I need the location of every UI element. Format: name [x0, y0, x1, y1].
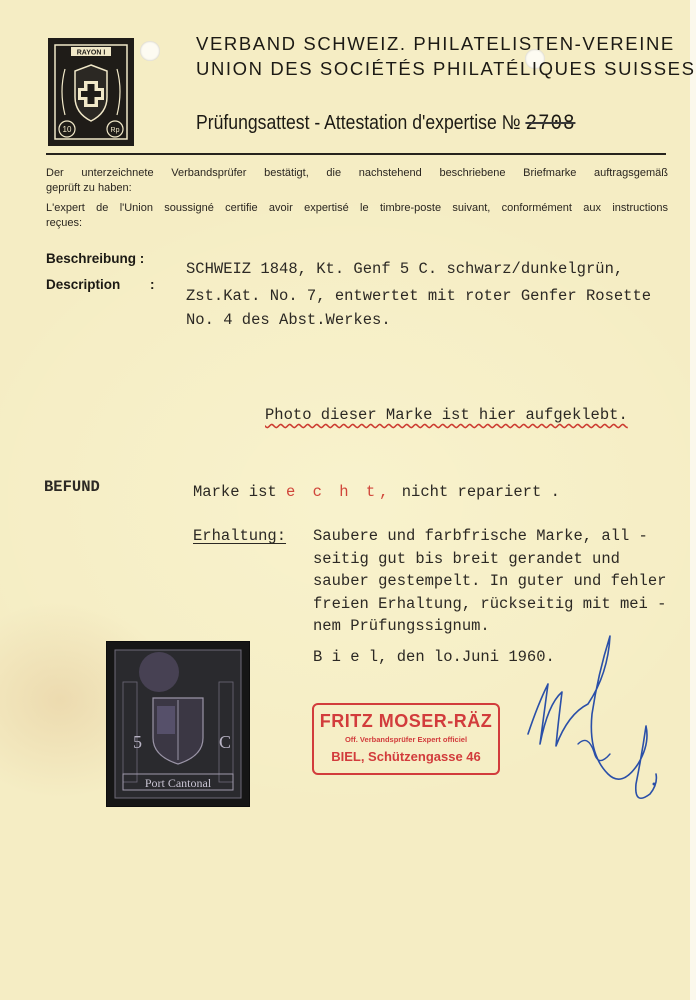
befund-label: BEFUND: [44, 478, 100, 496]
rayon-stamp-logo: [48, 38, 134, 146]
description-label-fr: Description: [46, 277, 121, 292]
header-line-fr: UNION DES SOCIÉTÉS PHILATÉLIQUES SUISSES: [196, 58, 696, 79]
befund-echt: e c h t,: [286, 483, 393, 501]
divider-rule: [46, 153, 666, 155]
punch-hole-left: [140, 41, 160, 61]
erhaltung-line-1: Saubere und farbfrische Marke, all -: [313, 527, 648, 545]
logo-unit: Rp: [110, 127, 120, 134]
description-label-de: Beschreibung :: [46, 251, 145, 266]
header-line-de: VERBAND SCHWEIZ. PHILATELISTEN-VEREINE: [196, 33, 675, 54]
place-date: B i e l, den lo.Juni 1960.: [313, 648, 555, 666]
intro-fr-line-1: L'expert de l'Union soussigné certifie avoir expertisé le timbre-poste suivant, conformément aux instructions: [46, 202, 668, 214]
stamp-band: Port Cantonal: [144, 776, 212, 790]
stamp-currency: C: [219, 732, 232, 752]
erhaltung-line-4: freien Erhaltung, rückseitig mit mei -: [313, 595, 667, 613]
erhaltung-line-5: nem Prüfungssignum.: [313, 617, 490, 635]
handstamp-address: BIEL, Schützengasse 46: [331, 749, 481, 764]
erhaltung-label: Erhaltung:: [193, 527, 287, 545]
intro-de-line-2: geprüft zu haben:: [46, 182, 132, 194]
stamp-value: 5: [133, 732, 142, 752]
befund-text: [193, 483, 560, 501]
logo-value: 10: [62, 125, 72, 134]
logo-top-text: RAYON I: [76, 49, 106, 57]
photo-note: Photo dieser Marke ist hier aufgeklebt.: [265, 406, 628, 424]
expert-signature: [518, 634, 668, 814]
title-text: Prüfungsattest - Attestation d'expertise №: [196, 112, 521, 134]
description-line-2: Zst.Kat. No. 7, entwertet mit roter Genfer Rosette: [186, 287, 652, 305]
certificate-title: [196, 111, 608, 136]
postage-stamp-photo: [106, 641, 250, 807]
description-line-1: SCHWEIZ 1848, Kt. Genf 5 C. schwarz/dunkelgrün,: [186, 260, 624, 278]
handstamp-subtitle: Off. Verbandsprüfer Expert officiel: [344, 735, 468, 744]
befund-pre: Marke ist: [193, 483, 287, 501]
certificate-number: 2708: [525, 111, 576, 136]
page-edge: [690, 0, 696, 1000]
expert-handstamp: [312, 703, 500, 775]
befund-post: nicht repariert .: [392, 483, 560, 501]
erhaltung-line-2: seitig gut bis breit gerandet und: [313, 550, 620, 568]
intro-french: [46, 201, 668, 231]
intro-german: [46, 166, 668, 196]
intro-fr-line-2: reçues:: [46, 217, 83, 229]
intro-de-line-1: Der unterzeichnete Verbandsprüfer bestätigt, die nachstehend beschriebene Briefmarke auftragsgemäß: [46, 167, 668, 179]
description-colon: :: [150, 277, 155, 292]
handstamp-name: FRITZ MOSER-RÄZ: [319, 711, 493, 731]
description-line-3: No. 4 des Abst.Werkes.: [186, 311, 391, 329]
erhaltung-line-3: sauber gestempelt. In guter und fehler: [313, 572, 667, 590]
